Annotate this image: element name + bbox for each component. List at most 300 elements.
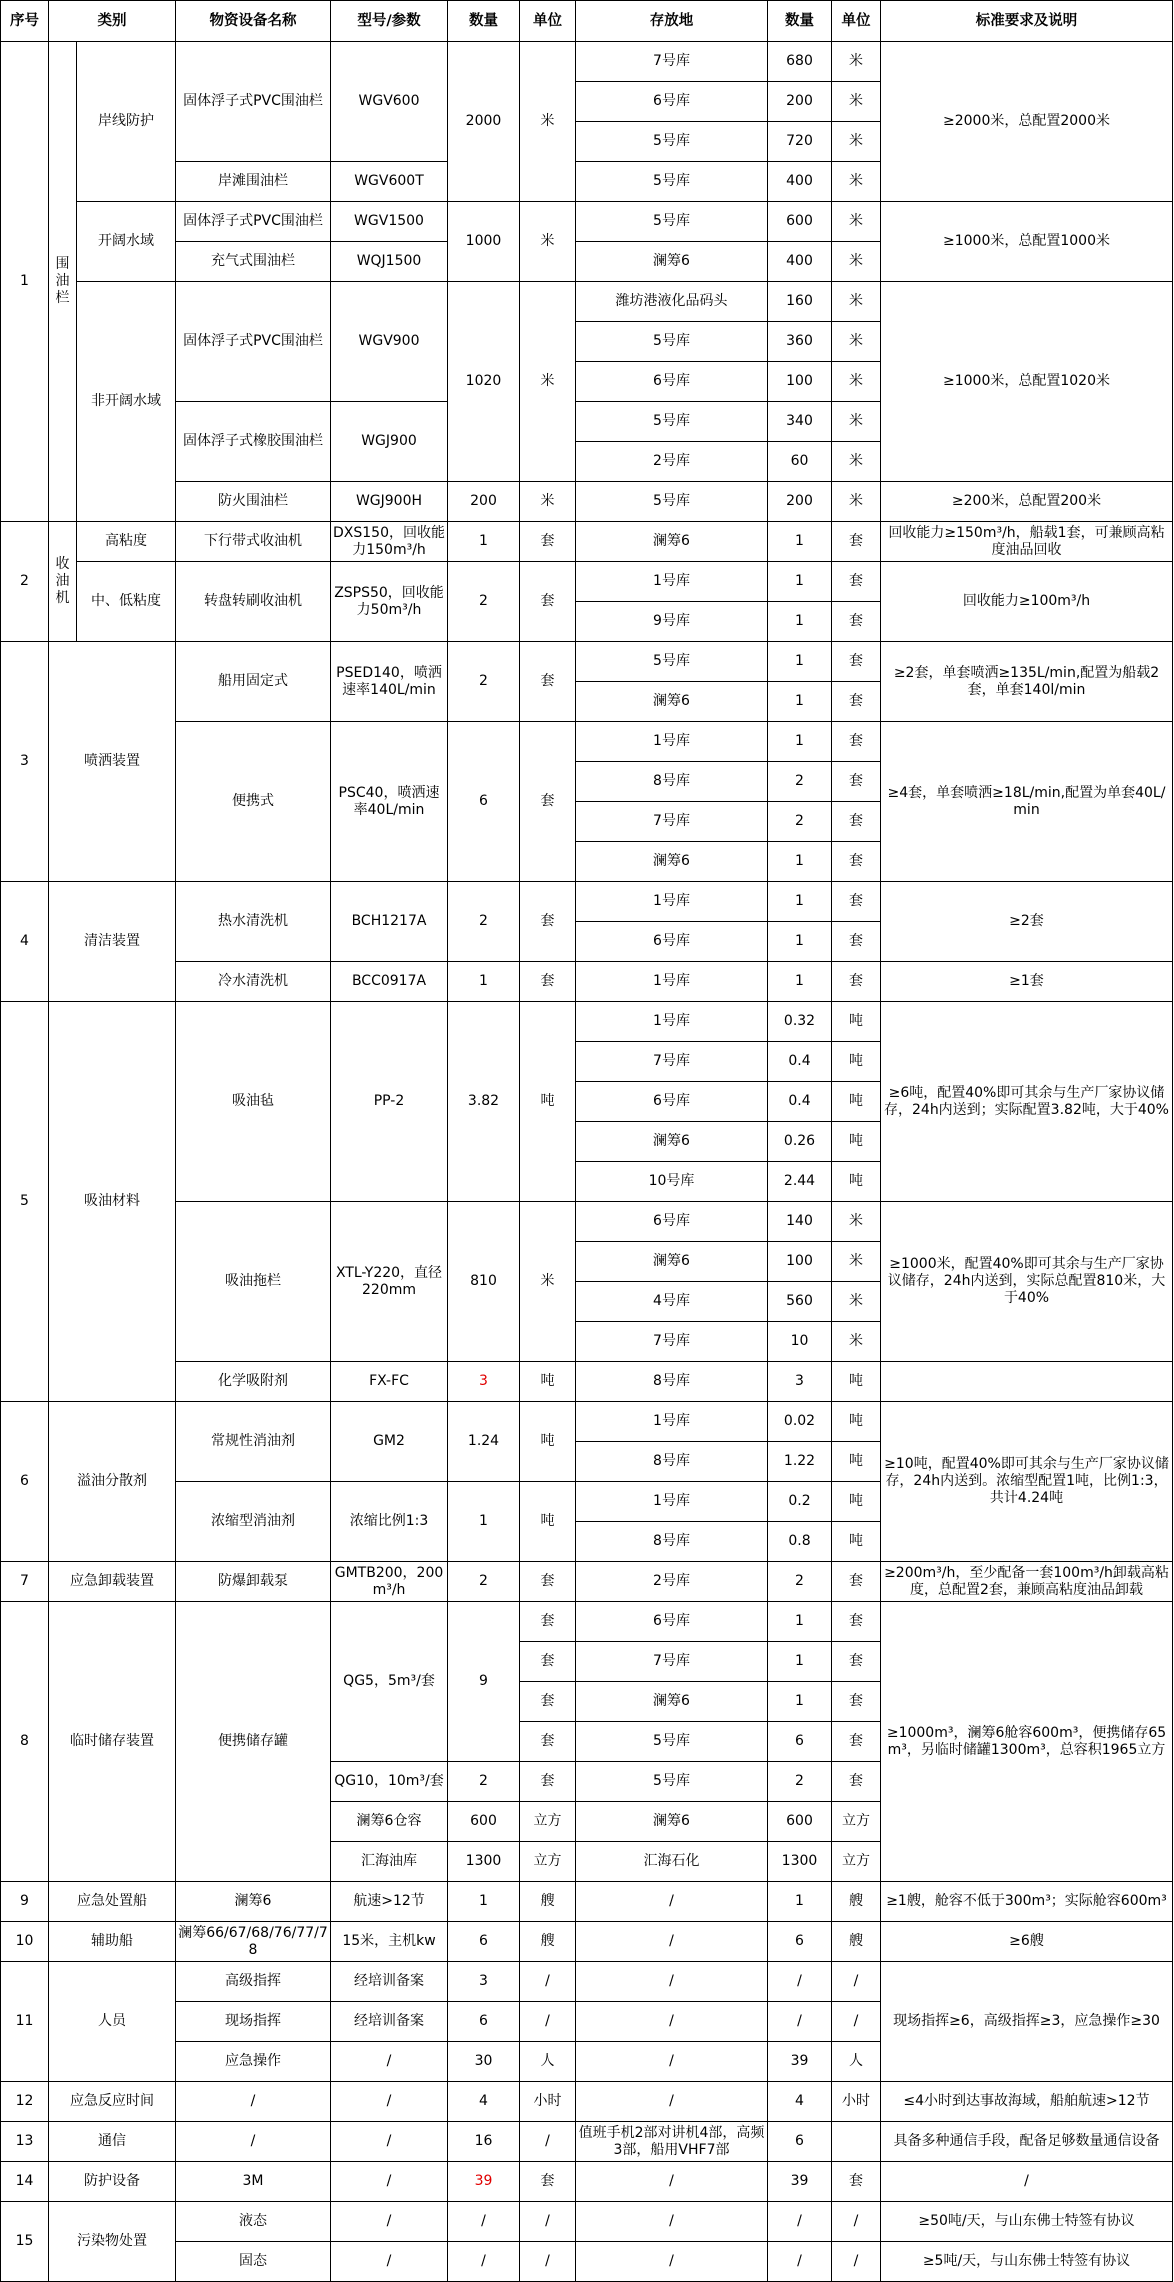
qty2-cell: 200 xyxy=(768,482,832,522)
qty-cell: 16 xyxy=(448,2122,520,2162)
location-cell: 1号库 xyxy=(576,1002,768,1042)
qty2-cell: 600 xyxy=(768,1802,832,1842)
unit-cell: 套 xyxy=(520,962,576,1002)
category-cell: 临时储存装置 xyxy=(49,1602,176,1882)
table-row xyxy=(1,2242,1173,2282)
qty-cell: 6 xyxy=(448,2002,520,2042)
name-cell: 澜筹6 xyxy=(176,1882,331,1922)
unit2-cell: 米 xyxy=(832,1202,881,1242)
category-cell: 通信 xyxy=(49,2122,176,2162)
table-row xyxy=(1,2082,1173,2122)
location-cell: 8号库 xyxy=(576,1362,768,1402)
category-cell: 吸油材料 xyxy=(49,1002,176,1402)
model-cell: / xyxy=(331,2042,448,2082)
table-row xyxy=(1,282,1173,322)
unit2-cell: 米 xyxy=(832,162,881,202)
qty-cell: 1 xyxy=(448,962,520,1002)
standard-cell: ≥1000m³，澜筹6舱容600m³，便携储存65m³，另临时储罐1300m³，总容积1965立方 xyxy=(881,1602,1173,1882)
seq-cell: 13 xyxy=(1,2122,49,2162)
unit-cell: / xyxy=(520,2242,576,2282)
location-cell: 澜筹6 xyxy=(576,842,768,882)
model-cell: WGJ900H xyxy=(331,482,448,522)
qty-cell: 1 xyxy=(448,522,520,562)
name-cell: 下行带式收油机 xyxy=(176,522,331,562)
unit2-cell: 吨 xyxy=(832,1522,881,1562)
name-cell: 便携式 xyxy=(176,722,331,882)
location-cell: 5号库 xyxy=(576,162,768,202)
model-cell: 15米，主机kw xyxy=(331,1922,448,1962)
qty-cell: / xyxy=(448,2202,520,2242)
model-cell: WGV1500 xyxy=(331,202,448,242)
name-cell: 固态 xyxy=(176,2242,331,2282)
standard-cell: ≥5吨/天，与山东佛士特签有协议 xyxy=(881,2242,1173,2282)
qty-cell: 2 xyxy=(448,882,520,962)
unit2-cell: 米 xyxy=(832,402,881,442)
model-cell: PSC40，喷洒速率40L/min xyxy=(331,722,448,882)
unit2-cell: 米 xyxy=(832,442,881,482)
qty2-cell: 1 xyxy=(768,882,832,922)
location-cell: 6号库 xyxy=(576,1202,768,1242)
category-cell: 喷洒装置 xyxy=(49,642,176,882)
seq-cell: 11 xyxy=(1,1962,49,2082)
name-cell: 便携储存罐 xyxy=(176,1602,331,1882)
location-cell: 6号库 xyxy=(576,1602,768,1642)
seq-cell: 10 xyxy=(1,1922,49,1962)
model-cell: FX-FC xyxy=(331,1362,448,1402)
table-row xyxy=(1,2162,1173,2202)
location-cell: / xyxy=(576,2082,768,2122)
location-cell: 8号库 xyxy=(576,762,768,802)
qty2-cell: 100 xyxy=(768,1242,832,1282)
unit-cell: 吨 xyxy=(520,1002,576,1202)
location-cell: 6号库 xyxy=(576,82,768,122)
name-cell: / xyxy=(176,2082,331,2122)
header-name: 物资设备名称 xyxy=(176,1,331,42)
qty-cell: 2000 xyxy=(448,42,520,202)
model-cell: BCH1217A xyxy=(331,882,448,962)
unit2-cell: 人 xyxy=(832,2042,881,2082)
qty2-cell: 160 xyxy=(768,282,832,322)
qty2-cell: 200 xyxy=(768,82,832,122)
model-cell: WGV900 xyxy=(331,282,448,402)
name-cell: 防火围油栏 xyxy=(176,482,331,522)
qty-cell: 1000 xyxy=(448,202,520,282)
location-cell: / xyxy=(576,2042,768,2082)
location-cell: 8号库 xyxy=(576,1442,768,1482)
header-category: 类别 xyxy=(49,1,176,42)
seq-cell: 2 xyxy=(1,522,49,642)
seq-cell: 9 xyxy=(1,1882,49,1922)
location-cell: 澜筹6 xyxy=(576,1682,768,1722)
qty2-cell: / xyxy=(768,2242,832,2282)
unit2-cell: 套 xyxy=(832,1762,881,1802)
qty-cell: 6 xyxy=(448,1922,520,1962)
unit2-cell: 套 xyxy=(832,1562,881,1602)
location-cell: 值班手机2部对讲机4部，高频3部，船用VHF7部 xyxy=(576,2122,768,2162)
table-row xyxy=(1,482,1173,522)
location-cell: 1号库 xyxy=(576,962,768,1002)
unit-cell: 小时 xyxy=(520,2082,576,2122)
name-cell: 液态 xyxy=(176,2202,331,2242)
qty-cell: 2 xyxy=(448,1562,520,1602)
qty2-cell: 0.02 xyxy=(768,1402,832,1442)
standard-cell: ≥1000米，总配置1000米 xyxy=(881,202,1173,282)
table-row xyxy=(1,2122,1173,2162)
standard-cell: ≥2000米，总配置2000米 xyxy=(881,42,1173,202)
model-cell: WQJ1500 xyxy=(331,242,448,282)
unit-cell: 套 xyxy=(520,1602,576,1642)
unit2-cell: 套 xyxy=(832,1602,881,1642)
qty2-cell: 1 xyxy=(768,562,832,602)
qty2-cell: 2 xyxy=(768,802,832,842)
model-cell: QG5，5m³/套 xyxy=(331,1602,448,1762)
qty2-cell: / xyxy=(768,2002,832,2042)
location-cell: 澜筹6 xyxy=(576,522,768,562)
location-cell: 5号库 xyxy=(576,402,768,442)
qty2-cell: 1 xyxy=(768,922,832,962)
unit2-cell: 套 xyxy=(832,1682,881,1722)
unit2-cell: 米 xyxy=(832,1282,881,1322)
unit-cell: 人 xyxy=(520,2042,576,2082)
location-cell: 6号库 xyxy=(576,362,768,402)
qty-cell: / xyxy=(448,2242,520,2282)
location-cell: 7号库 xyxy=(576,1642,768,1682)
name-cell: / xyxy=(176,2122,331,2162)
model-cell: WGJ900 xyxy=(331,402,448,482)
qty2-cell: 1 xyxy=(768,1882,832,1922)
qty-cell: 6 xyxy=(448,722,520,882)
unit2-cell: 立方 xyxy=(832,1842,881,1882)
standard-cell: 现场指挥≥6，高级指挥≥3，应急操作≥30 xyxy=(881,1962,1173,2082)
qty2-cell: 2.44 xyxy=(768,1162,832,1202)
location-cell: 7号库 xyxy=(576,802,768,842)
location-cell: 1号库 xyxy=(576,722,768,762)
name-cell: 固体浮子式PVC围油栏 xyxy=(176,202,331,242)
unit2-cell: 吨 xyxy=(832,1362,881,1402)
table-row xyxy=(1,202,1173,242)
qty-cell: 1 xyxy=(448,1482,520,1562)
table-row xyxy=(1,1402,1173,1442)
category-cell: 应急处置船 xyxy=(49,1882,176,1922)
location-cell: 6号库 xyxy=(576,922,768,962)
model-cell: 汇海油库 xyxy=(331,1842,448,1882)
location-cell: 5号库 xyxy=(576,122,768,162)
qty2-cell: 0.26 xyxy=(768,1122,832,1162)
name-cell: 现场指挥 xyxy=(176,2002,331,2042)
qty2-cell: 1 xyxy=(768,642,832,682)
header-qty: 数量 xyxy=(448,1,520,42)
category-cell: 清洁装置 xyxy=(49,882,176,1002)
table-row xyxy=(1,1562,1173,1602)
unit-cell: 吨 xyxy=(520,1482,576,1562)
unit2-cell: 小时 xyxy=(832,2082,881,2122)
name-cell: 应急操作 xyxy=(176,2042,331,2082)
model-cell: XTL-Y220，直径220mm xyxy=(331,1202,448,1362)
category-cell: 应急卸载装置 xyxy=(49,1562,176,1602)
standard-cell: ≥6艘 xyxy=(881,1922,1173,1962)
qty2-cell: 1 xyxy=(768,1642,832,1682)
seq-cell: 15 xyxy=(1,2202,49,2282)
qty-cell: 30 xyxy=(448,2042,520,2082)
qty2-cell: 39 xyxy=(768,2042,832,2082)
location-cell: 6号库 xyxy=(576,1082,768,1122)
location-cell: 汇海石化 xyxy=(576,1842,768,1882)
unit2-cell: 米 xyxy=(832,322,881,362)
model-cell: WGV600 xyxy=(331,42,448,162)
model-cell: / xyxy=(331,2242,448,2282)
location-cell: / xyxy=(576,1882,768,1922)
location-cell: 澜筹6 xyxy=(576,1242,768,1282)
model-cell: QG10，10m³/套 xyxy=(331,1762,448,1802)
unit-cell: 套 xyxy=(520,882,576,962)
location-cell: / xyxy=(576,1962,768,2002)
qty2-cell: 560 xyxy=(768,1282,832,1322)
table-row xyxy=(1,2202,1173,2242)
unit2-cell: 吨 xyxy=(832,1442,881,1482)
category-cell: 防护设备 xyxy=(49,2162,176,2202)
seq-cell: 8 xyxy=(1,1602,49,1882)
model-cell: / xyxy=(331,2122,448,2162)
header-standard: 标准要求及说明 xyxy=(881,1,1173,42)
qty2-cell: 400 xyxy=(768,162,832,202)
qty-cell: 2 xyxy=(448,642,520,722)
unit-cell: 吨 xyxy=(520,1402,576,1482)
qty2-cell: 39 xyxy=(768,2162,832,2202)
unit-cell: 套 xyxy=(520,1562,576,1602)
location-cell: / xyxy=(576,2162,768,2202)
location-cell: 1号库 xyxy=(576,562,768,602)
name-cell: 充气式围油栏 xyxy=(176,242,331,282)
location-cell: 澜筹6 xyxy=(576,1802,768,1842)
seq-cell: 1 xyxy=(1,42,49,522)
name-cell: 热水清洗机 xyxy=(176,882,331,962)
unit-cell: / xyxy=(520,1962,576,2002)
qty2-cell: 0.4 xyxy=(768,1042,832,1082)
unit-cell: 米 xyxy=(520,202,576,282)
table-row xyxy=(1,1962,1173,2002)
table-row xyxy=(1,1362,1173,1402)
category-cell: 围油栏 xyxy=(49,42,77,522)
standard-cell: ≥2套，单套喷洒≥135L/min,配置为船载2套，单套140l/min xyxy=(881,642,1173,722)
name-cell: 浓缩型消油剂 xyxy=(176,1482,331,1562)
qty2-cell: 6 xyxy=(768,1922,832,1962)
category-cell: 收油机 xyxy=(49,522,77,642)
subcategory-cell: 岸线防护 xyxy=(77,42,176,202)
qty-cell: 3 xyxy=(448,1962,520,2002)
qty-cell: 600 xyxy=(448,1802,520,1842)
location-cell: 1号库 xyxy=(576,1402,768,1442)
unit2-cell: 套 xyxy=(832,642,881,682)
unit-cell: 艘 xyxy=(520,1882,576,1922)
standard-cell: ≥6吨，配置40%即可其余与生产厂家协议储存，24h内送到；实际配置3.82吨，大于40% xyxy=(881,1002,1173,1202)
unit2-cell: / xyxy=(832,2202,881,2242)
header-unit: 单位 xyxy=(520,1,576,42)
location-cell: 5号库 xyxy=(576,1762,768,1802)
location-cell: 澜筹6 xyxy=(576,1122,768,1162)
unit-cell: 套 xyxy=(520,1682,576,1722)
name-cell: 固体浮子式橡胶围油栏 xyxy=(176,402,331,482)
qty2-cell: 1300 xyxy=(768,1842,832,1882)
location-cell: 澜筹6 xyxy=(576,682,768,722)
unit2-cell: 套 xyxy=(832,2162,881,2202)
qty-cell: 4 xyxy=(448,2082,520,2122)
unit2-cell: 套 xyxy=(832,522,881,562)
unit2-cell: 套 xyxy=(832,1722,881,1762)
qty-cell-highlight: 39 xyxy=(448,2162,520,2202)
unit2-cell: 米 xyxy=(832,42,881,82)
qty2-cell: 2 xyxy=(768,762,832,802)
unit2-cell: 套 xyxy=(832,962,881,1002)
unit2-cell: 套 xyxy=(832,842,881,882)
standard-cell: ≥200米，总配置200米 xyxy=(881,482,1173,522)
qty2-cell: 400 xyxy=(768,242,832,282)
category-cell: 辅助船 xyxy=(49,1922,176,1962)
qty-cell: 2 xyxy=(448,1762,520,1802)
unit-cell: 立方 xyxy=(520,1842,576,1882)
model-cell: / xyxy=(331,2202,448,2242)
header-seq: 序号 xyxy=(1,1,49,42)
name-cell: 澜筹66/67/68/76/77/78 xyxy=(176,1922,331,1962)
qty2-cell: 1.22 xyxy=(768,1442,832,1482)
unit-cell: 米 xyxy=(520,482,576,522)
qty2-cell: 100 xyxy=(768,362,832,402)
unit2-cell: 套 xyxy=(832,602,881,642)
location-cell: 8号库 xyxy=(576,1522,768,1562)
unit2-cell: / xyxy=(832,2002,881,2042)
name-cell: 冷水清洗机 xyxy=(176,962,331,1002)
location-cell: 5号库 xyxy=(576,1722,768,1762)
qty-cell: 1300 xyxy=(448,1842,520,1882)
unit2-cell: 套 xyxy=(832,1642,881,1682)
standard-cell: ≥1艘，舱容不低于300m³；实际舱容600m³ xyxy=(881,1882,1173,1922)
unit2-cell: 米 xyxy=(832,82,881,122)
qty2-cell: 1 xyxy=(768,962,832,1002)
qty-cell: 1.24 xyxy=(448,1402,520,1482)
qty2-cell: 1 xyxy=(768,1602,832,1642)
qty2-cell: 720 xyxy=(768,122,832,162)
qty2-cell: 0.2 xyxy=(768,1482,832,1522)
unit-cell: 套 xyxy=(520,642,576,722)
unit2-cell: 套 xyxy=(832,762,881,802)
unit2-cell: 艘 xyxy=(832,1922,881,1962)
model-cell: 澜筹6仓容 xyxy=(331,1802,448,1842)
unit-cell: 艘 xyxy=(520,1922,576,1962)
model-cell: 经培训备案 xyxy=(331,1962,448,2002)
subcategory-cell: 高粘度 xyxy=(77,522,176,562)
qty2-cell: 10 xyxy=(768,1322,832,1362)
seq-cell: 12 xyxy=(1,2082,49,2122)
table-row xyxy=(1,1922,1173,1962)
qty2-cell: 0.32 xyxy=(768,1002,832,1042)
unit2-cell: 套 xyxy=(832,882,881,922)
unit-cell: 套 xyxy=(520,522,576,562)
name-cell: 高级指挥 xyxy=(176,1962,331,2002)
table-row xyxy=(1,882,1173,922)
model-cell: / xyxy=(331,2162,448,2202)
location-cell: 4号库 xyxy=(576,1282,768,1322)
table-row xyxy=(1,1882,1173,1922)
location-cell: 1号库 xyxy=(576,882,768,922)
unit2-cell: 吨 xyxy=(832,1402,881,1442)
location-cell: 7号库 xyxy=(576,1322,768,1362)
table-row xyxy=(1,1002,1173,1042)
qty2-cell: 3 xyxy=(768,1362,832,1402)
unit-cell: / xyxy=(520,2202,576,2242)
standard-cell: ≥1000米，总配置1020米 xyxy=(881,282,1173,482)
subcategory-cell: 开阔水域 xyxy=(77,202,176,282)
standard-cell: 回收能力≥100m³/h xyxy=(881,562,1173,642)
unit2-cell: 套 xyxy=(832,922,881,962)
unit2-cell: / xyxy=(832,1962,881,2002)
unit2-cell: 米 xyxy=(832,122,881,162)
name-cell: 防爆卸载泵 xyxy=(176,1562,331,1602)
unit2-cell: 米 xyxy=(832,1322,881,1362)
qty-cell: 9 xyxy=(448,1602,520,1762)
qty2-cell: 1 xyxy=(768,602,832,642)
unit2-cell xyxy=(832,2122,881,2162)
name-cell: 转盘转刷收油机 xyxy=(176,562,331,642)
model-cell: DXS150，回收能力150m³/h xyxy=(331,522,448,562)
model-cell: / xyxy=(331,2082,448,2122)
standard-cell: 具备多种通信手段，配备足够数量通信设备 xyxy=(881,2122,1173,2162)
table-row xyxy=(1,642,1173,682)
unit-cell: 米 xyxy=(520,42,576,202)
unit2-cell: 套 xyxy=(832,802,881,842)
qty2-cell: 1 xyxy=(768,522,832,562)
unit2-cell: 吨 xyxy=(832,1042,881,1082)
qty2-cell: 4 xyxy=(768,2082,832,2122)
name-cell: 化学吸附剂 xyxy=(176,1362,331,1402)
unit2-cell: 米 xyxy=(832,1242,881,1282)
location-cell: / xyxy=(576,2202,768,2242)
qty2-cell: 1 xyxy=(768,682,832,722)
subcategory-cell: 非开阔水域 xyxy=(77,282,176,522)
name-cell: 船用固定式 xyxy=(176,642,331,722)
seq-cell: 5 xyxy=(1,1002,49,1402)
model-cell: BCC0917A xyxy=(331,962,448,1002)
unit2-cell: 米 xyxy=(832,202,881,242)
table-row xyxy=(1,562,1173,602)
qty2-cell: 60 xyxy=(768,442,832,482)
unit-cell: / xyxy=(520,2122,576,2162)
name-cell: 3M xyxy=(176,2162,331,2202)
location-cell: 潍坊港液化品码头 xyxy=(576,282,768,322)
qty2-cell: 6 xyxy=(768,1722,832,1762)
unit2-cell: 吨 xyxy=(832,1162,881,1202)
qty-cell-highlight: 3 xyxy=(448,1362,520,1402)
qty2-cell: 1 xyxy=(768,722,832,762)
unit2-cell: 吨 xyxy=(832,1002,881,1042)
model-cell: GMTB200，200m³/h xyxy=(331,1562,448,1602)
name-cell: 常规性消油剂 xyxy=(176,1402,331,1482)
model-cell: 经培训备案 xyxy=(331,2002,448,2042)
qty2-cell: 1 xyxy=(768,1682,832,1722)
unit-cell: 套 xyxy=(520,1642,576,1682)
name-cell: 吸油毡 xyxy=(176,1002,331,1202)
seq-cell: 6 xyxy=(1,1402,49,1562)
model-cell: PSED140，喷洒速率140L/min xyxy=(331,642,448,722)
unit-cell: 米 xyxy=(520,282,576,482)
qty2-cell: / xyxy=(768,1962,832,2002)
unit2-cell: 套 xyxy=(832,682,881,722)
unit-cell: 立方 xyxy=(520,1802,576,1842)
table-row xyxy=(1,1602,1173,1642)
table-row xyxy=(1,522,1173,562)
unit2-cell: 吨 xyxy=(832,1082,881,1122)
category-cell: 污染物处置 xyxy=(49,2202,176,2282)
unit2-cell: 套 xyxy=(832,562,881,602)
table-row xyxy=(1,42,1173,82)
